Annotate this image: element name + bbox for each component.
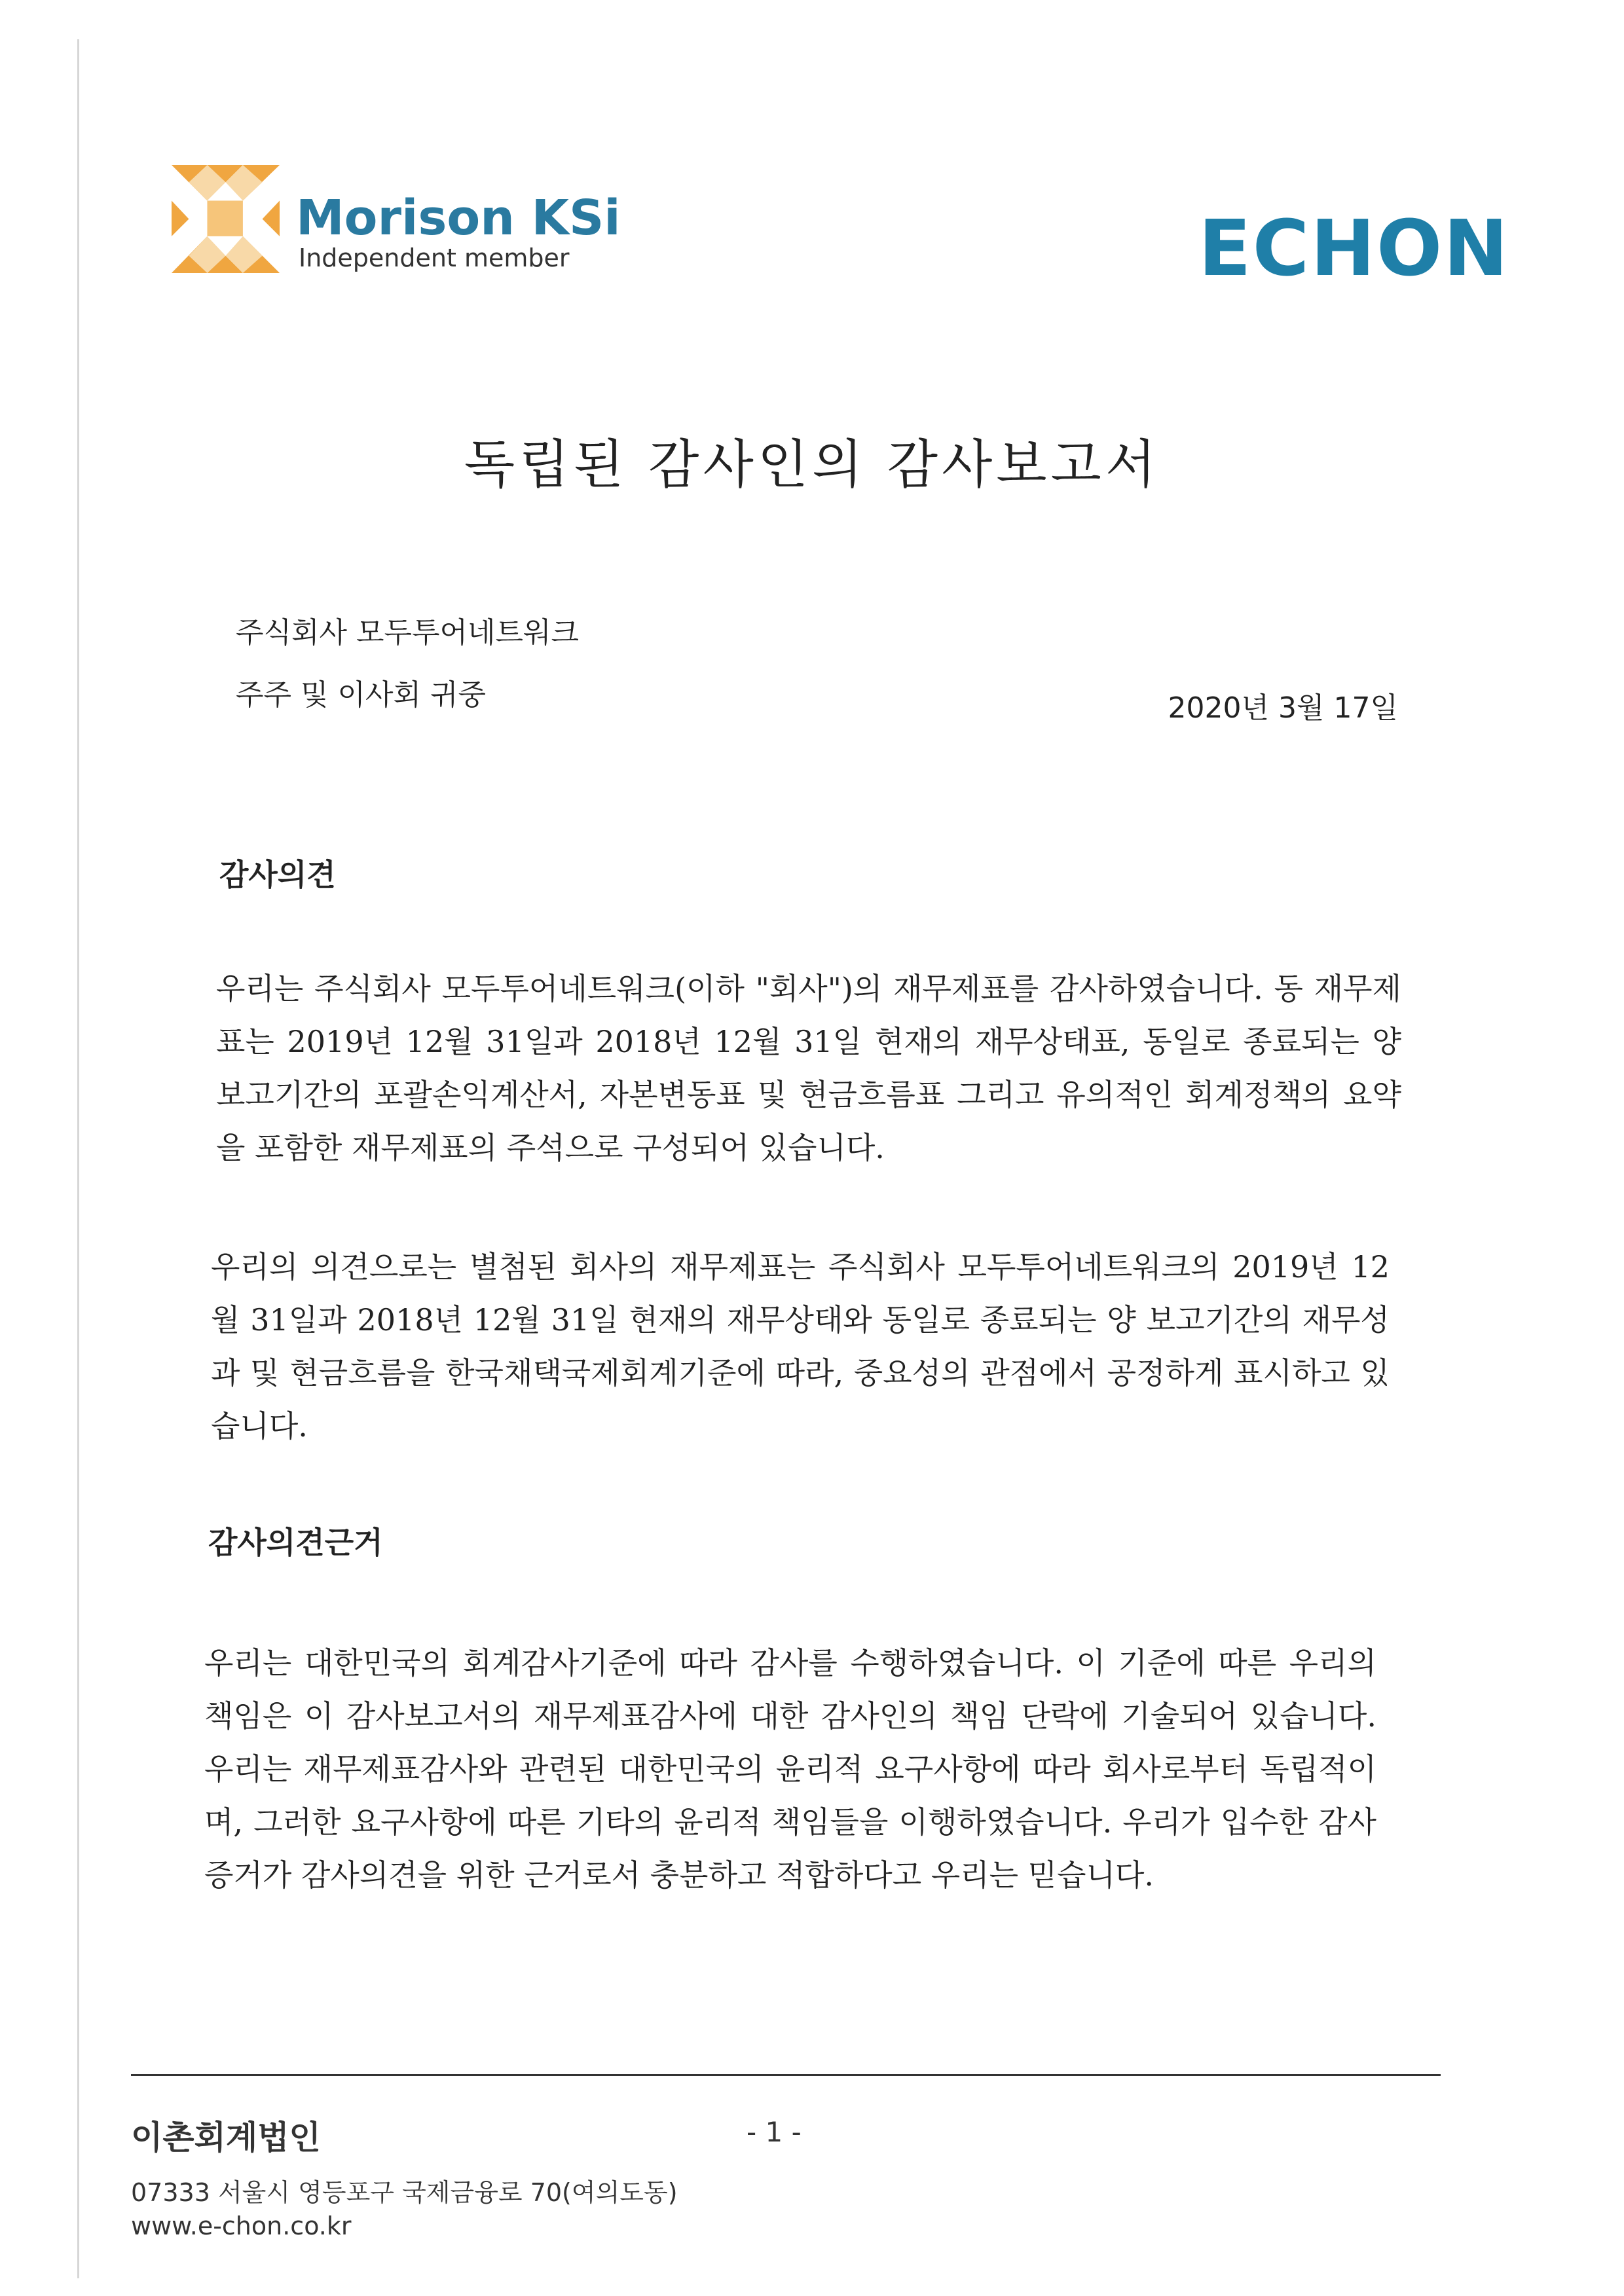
section-heading-basis: 감사의견근거 bbox=[208, 1525, 383, 1560]
morison-name: Morison KSi bbox=[296, 190, 621, 246]
page-title: 독립된 감사인의 감사보고서 bbox=[464, 434, 1160, 495]
addressee-recipients: 주주 및 이사회 귀중 bbox=[236, 678, 486, 712]
footer-divider bbox=[131, 2074, 1441, 2076]
paragraph-opinion-2: 우리의 의견으로는 별첨된 회사의 재무제표는 주식회사 모두투어네트워크의 2019년 12월 31일과 2018년 12월 31일 현재의 재무상태와 동일로 종료되는 양 보고기간의 재무성과 및 현금흐름을 한국채택국제회계기준에 따라, 중요성의 관점에서 공정하게 표시하고 있습니다. bbox=[211, 1249, 1390, 1444]
scan-edge bbox=[77, 39, 79, 2278]
footer-website: www.e-chon.co.kr bbox=[131, 2212, 352, 2240]
morison-subtitle: Independent member bbox=[299, 244, 570, 272]
paragraph-opinion-1: 우리는 주식회사 모두투어네트워크(이하 "회사")의 재무제표를 감사하였습니다. 동 재무제표는 2019년 12월 31일과 2018년 12월 31일 현재의 재무상태표, 동일로 종료되는 양 보고기간의 포괄손익계산서, 자본변동표 및 현금흐름표 그리고 유의적인 회계정책의 요약을 포함한 재무제표의 주석으로 구성되어 있습니다. bbox=[216, 971, 1401, 1165]
echon-logo: ECHON bbox=[1198, 203, 1510, 293]
morison-logo-icon bbox=[172, 165, 280, 273]
footer-firm-name: 이촌회계법인 bbox=[131, 2119, 321, 2157]
report-date: 2020년 3월 17일 bbox=[1168, 691, 1398, 725]
paragraph-basis-1: 우리는 대한민국의 회계감사기준에 따라 감사를 수행하였습니다. 이 기준에 따른 우리의 책임은 이 감사보고서의 재무제표감사에 대한 감사인의 책임 단락에 기술되어 있습니다. 우리는 재무제표감사와 관련된 대한민국의 윤리적 요구사항에 따라 회사로부터 독립적이며, 그러한 요구사항에 따른 기타의 윤리적 책임들을 이행하였습니다. 우리가 입수한 감사증거가 감사의견을 위한 근거로서 충분하고 적합하다고 우리는 믿습니다. bbox=[204, 1645, 1376, 1893]
addressee-company: 주식회사 모두투어네트워크 bbox=[236, 616, 580, 649]
page-number: - 1 - bbox=[747, 2116, 802, 2148]
section-heading-opinion: 감사의견 bbox=[219, 857, 336, 892]
footer-address: 07333 서울시 영등포구 국제금융로 70(여의도동) bbox=[131, 2178, 678, 2207]
